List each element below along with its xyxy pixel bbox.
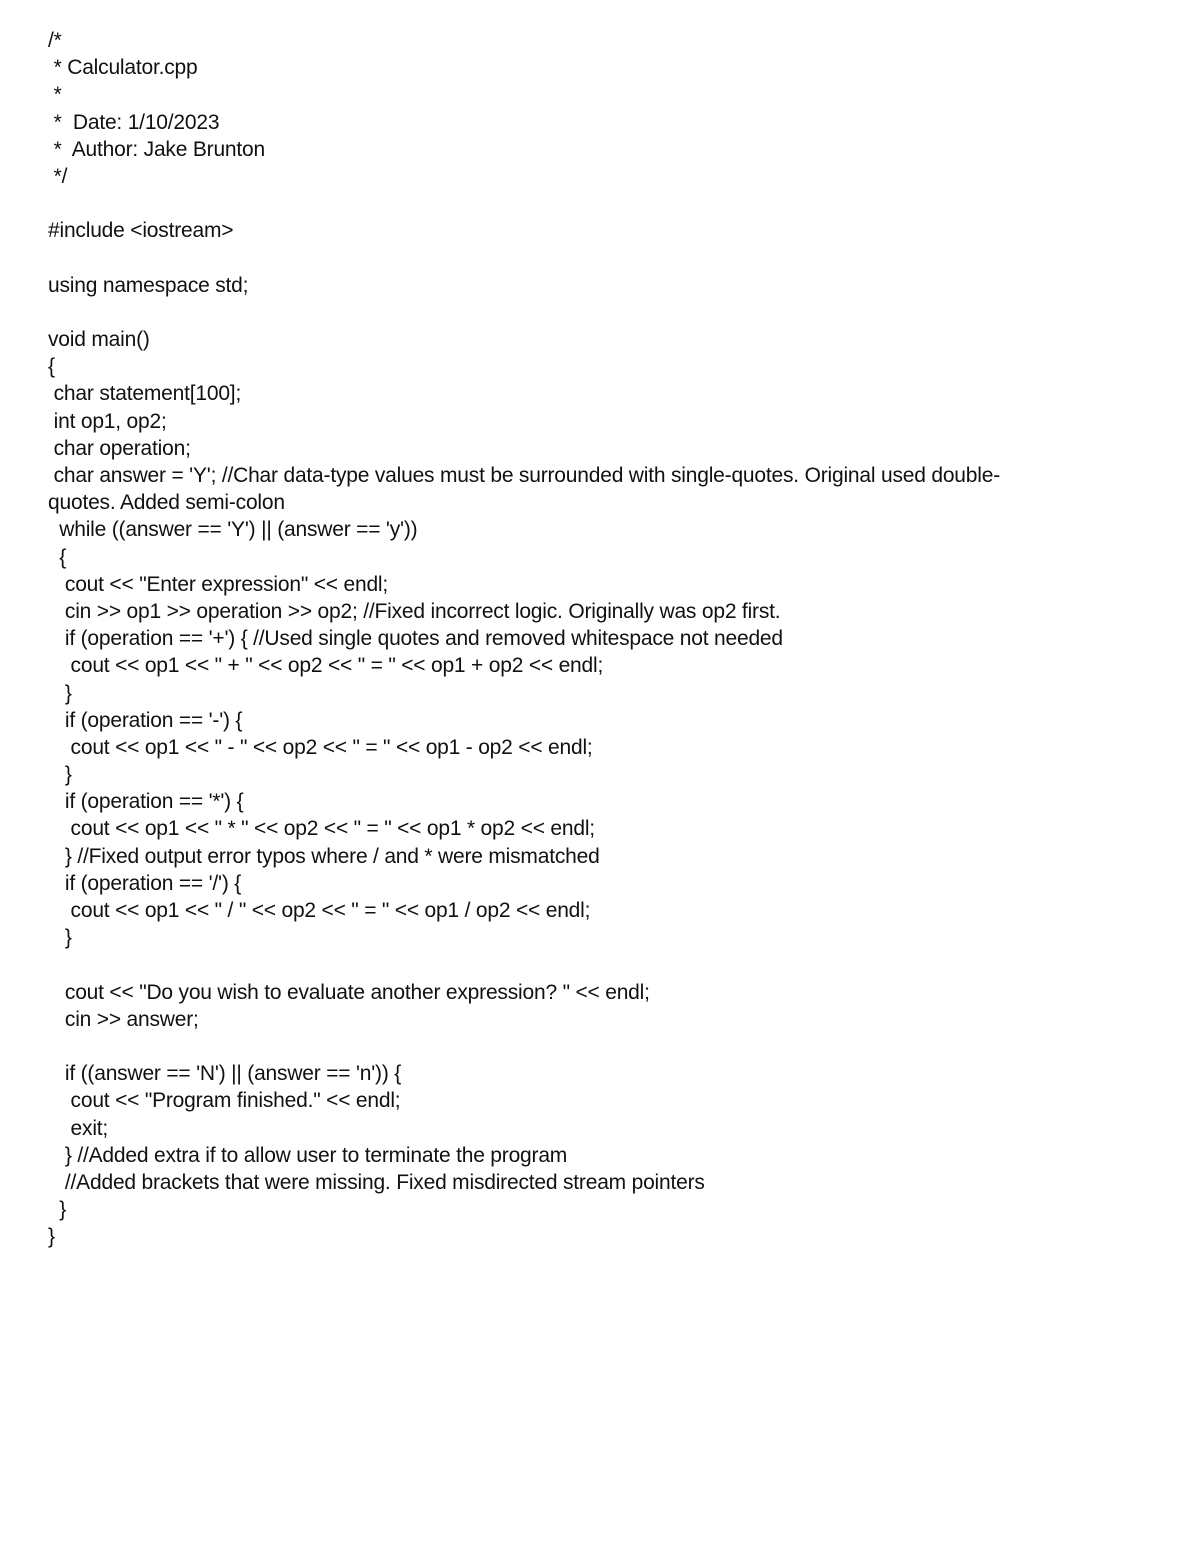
code-line: if ((answer == 'N') || (answer == 'n')) {: [48, 1062, 402, 1086]
code-line: }: [48, 681, 72, 705]
code-line: char operation;: [48, 436, 191, 460]
code-line: }: [48, 763, 72, 787]
code-line: cout << op1 << " * " << op2 << " = " << op1 * op2 << endl;: [48, 817, 595, 841]
code-line: */: [48, 164, 68, 188]
code-line: cout << op1 << " / " << op2 << " = " << op1 / op2 << endl;: [48, 899, 591, 922]
code-line: if (operation == '-') {: [48, 708, 243, 732]
code-line: cout << "Do you wish to evaluate another expression? " << endl;: [48, 980, 650, 1004]
code-line: [48, 245, 1158, 272]
code-line: [48, 1033, 1158, 1060]
code-line: *: [48, 83, 62, 107]
code-line: cin >> answer;: [48, 1007, 199, 1031]
code-line: while ((answer == 'Y') || (answer == 'y')): [48, 518, 418, 542]
code-line: cout << "Program finished." << endl;: [48, 1089, 401, 1113]
code-line: int op1, op2;: [48, 409, 167, 433]
code-line: } //Fixed output error typos where / and * were mismatched: [48, 844, 600, 868]
code-line: }: [48, 926, 72, 950]
code-line: * Calculator.cpp: [48, 56, 198, 80]
code-line: char answer = 'Y'; //Char data-type values must be surrounded with single-quotes. Original used double-: [48, 464, 1000, 487]
code-line: [48, 299, 1158, 326]
code-line: exit;: [48, 1116, 109, 1140]
code-line: char statement[100];: [48, 382, 242, 406]
code-line: if (operation == '/') {: [48, 871, 242, 895]
code-line: [48, 190, 1158, 217]
code-line: {: [48, 355, 55, 379]
code-line: if (operation == '*') {: [48, 790, 244, 814]
code-line: quotes. Added semi-colon: [48, 491, 285, 515]
code-line: * Date: 1/10/2023: [48, 110, 220, 134]
code-line: #include <iostream>: [48, 219, 234, 243]
code-line: }: [48, 1198, 67, 1222]
code-line: cin >> op1 >> operation >> op2; //Fixed incorrect logic. Originally was op2 first.: [48, 599, 781, 623]
code-line: using namespace std;: [48, 273, 249, 297]
code-line: {: [48, 545, 67, 569]
code-line: * Author: Jake Brunton: [48, 137, 266, 161]
code-line: if (operation == '+') { //Used single quotes and removed whitespace not needed: [48, 627, 783, 651]
code-line: /*: [48, 29, 62, 52]
code-line: cout << op1 << " - " << op2 << " = " << op1 - op2 << endl;: [48, 735, 593, 759]
code-line: } //Added extra if to allow user to terminate the program: [48, 1143, 568, 1167]
code-line: //Added brackets that were missing. Fixed misdirected stream pointers: [48, 1170, 705, 1194]
code-line: }: [48, 1225, 55, 1249]
code-line: cout << "Enter expression" << endl;: [48, 572, 389, 596]
code-line: [48, 951, 1158, 978]
code-line: void main(): [48, 328, 150, 352]
source-code-listing: [48, 27, 1158, 1250]
code-line: cout << op1 << " + " << op2 << " = " << op1 + op2 << endl;: [48, 654, 604, 678]
